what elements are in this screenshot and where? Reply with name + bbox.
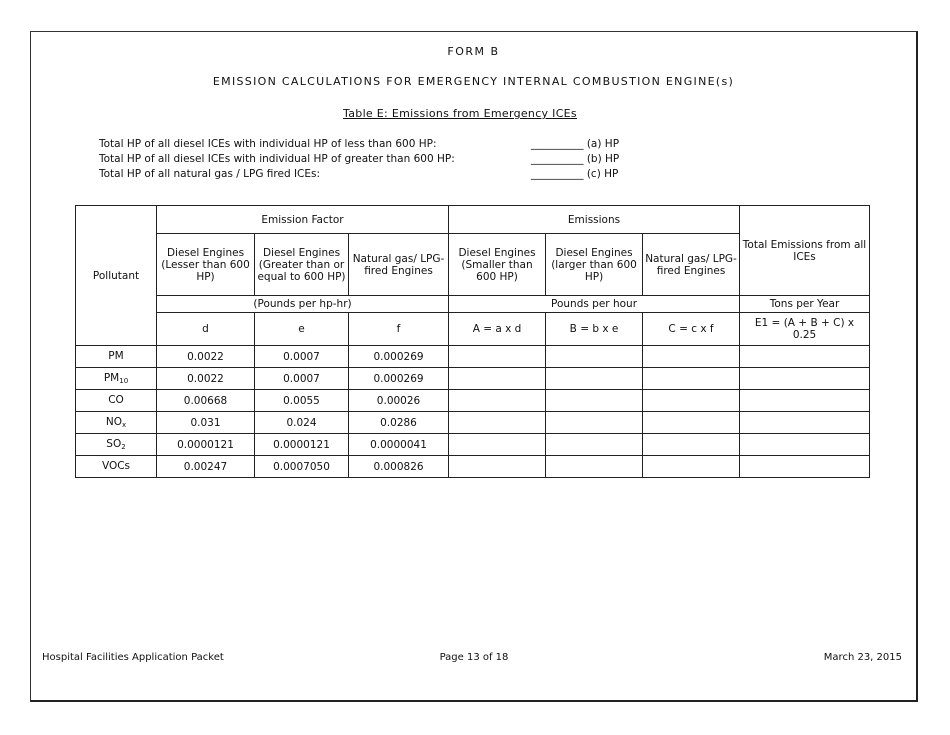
hp-blank-b[interactable]: __________ (b) HP: [531, 153, 620, 165]
factor-f-cell: 0.000269: [349, 368, 449, 390]
table-caption: Table E: Emissions from Emergency ICEs: [343, 107, 577, 120]
col-e1-header: E1 = (A + B + C) x 0.25: [740, 313, 870, 346]
ef-diesel-large-header: Diesel Engines (Greater than or equal to 600 HP): [255, 234, 349, 296]
hp-line-diesel-small: [99, 137, 659, 152]
col-f-header: f: [349, 313, 449, 346]
emissions-table: [75, 205, 870, 478]
emission-c-cell[interactable]: [643, 390, 740, 412]
factor-d-cell: 0.0000121: [157, 434, 255, 456]
table-row: [76, 368, 870, 390]
footer-left: Hospital Facilities Application Packet: [42, 652, 224, 663]
factor-d-cell: 0.0022: [157, 368, 255, 390]
emission-b-cell[interactable]: [546, 368, 643, 390]
form-subtitle: EMISSION CALCULATIONS FOR EMERGENCY INTERNAL COMBUSTION ENGINE(s): [212, 75, 735, 88]
factor-f-cell: 0.0000041: [349, 434, 449, 456]
pollutant-cell: $NO_x$: [76, 412, 157, 434]
emission-b-cell[interactable]: [546, 390, 643, 412]
factor-f-cell: 0.000826: [349, 456, 449, 478]
total-cell[interactable]: [740, 390, 870, 412]
emission-factor-header: Emission Factor: [157, 206, 449, 234]
pollutant-cell: CO: [76, 390, 157, 412]
ef-diesel-small-header: Diesel Engines (Lesser than 600 HP): [157, 234, 255, 296]
col-e-header: e: [255, 313, 349, 346]
factor-d-cell: 0.00247: [157, 456, 255, 478]
col-a-header: A = a x d: [449, 313, 546, 346]
hp-label: Total HP of all diesel ICEs with individual HP of greater than 600 HP:: [99, 153, 455, 165]
factor-d-cell: 0.0022: [157, 346, 255, 368]
hp-line-natgas: [99, 167, 659, 182]
em-diesel-small-header: Diesel Engines (Smaller than 600 HP): [449, 234, 546, 296]
factor-e-cell: 0.0007: [255, 346, 349, 368]
pollutant-header: Pollutant: [76, 206, 157, 346]
col-d-header: d: [157, 313, 255, 346]
emission-b-cell[interactable]: [546, 434, 643, 456]
factor-d-cell: 0.031: [157, 412, 255, 434]
pollutant-cell: VOCs: [76, 456, 157, 478]
emission-a-cell[interactable]: [449, 412, 546, 434]
total-cell[interactable]: [740, 368, 870, 390]
pollutant-cell: $PM_{10}$: [76, 368, 157, 390]
form-title: FORM B: [447, 45, 500, 58]
emission-b-cell[interactable]: [546, 412, 643, 434]
ef-units-header: (Pounds per hp-hr): [157, 296, 449, 313]
emission-b-cell[interactable]: [546, 456, 643, 478]
table-row: [76, 456, 870, 478]
table-row: [76, 390, 870, 412]
emission-a-cell[interactable]: [449, 390, 546, 412]
hp-blank-a[interactable]: __________ (a) HP: [531, 138, 620, 150]
factor-e-cell: 0.0055: [255, 390, 349, 412]
pollutant-cell: PM: [76, 346, 157, 368]
col-c-header: C = c x f: [643, 313, 740, 346]
table-row: [76, 412, 870, 434]
factor-d-cell: 0.00668: [157, 390, 255, 412]
pollutant-cell: $SO_2$: [76, 434, 157, 456]
factor-f-cell: 0.00026: [349, 390, 449, 412]
em-natgas-header: Natural gas/ LPG-fired Engines: [643, 234, 740, 296]
emission-a-cell[interactable]: [449, 456, 546, 478]
total-cell[interactable]: [740, 412, 870, 434]
emission-a-cell[interactable]: [449, 434, 546, 456]
hp-line-diesel-large: [99, 152, 659, 167]
factor-e-cell: 0.0007: [255, 368, 349, 390]
total-cell[interactable]: [740, 456, 870, 478]
factor-f-cell: 0.0286: [349, 412, 449, 434]
total-units-header: Tons per Year: [740, 296, 870, 313]
factor-f-cell: 0.000269: [349, 346, 449, 368]
footer-page-number: Page 13 of 18: [439, 652, 509, 663]
hp-blank-c[interactable]: __________ (c) HP: [531, 168, 619, 180]
emission-c-cell[interactable]: [643, 412, 740, 434]
table-row: [76, 346, 870, 368]
ef-natgas-header: Natural gas/ LPG-fired Engines: [349, 234, 449, 296]
factor-e-cell: 0.0007050: [255, 456, 349, 478]
emission-c-cell[interactable]: [643, 434, 740, 456]
hp-label: Total HP of all natural gas / LPG fired ICEs:: [99, 168, 321, 180]
emissions-header: Emissions: [449, 206, 740, 234]
hp-label: Total HP of all diesel ICEs with individual HP of less than 600 HP:: [99, 138, 437, 150]
factor-e-cell: 0.0000121: [255, 434, 349, 456]
hp-input-lines: [99, 137, 659, 182]
emission-c-cell[interactable]: [643, 346, 740, 368]
emission-c-cell[interactable]: [643, 456, 740, 478]
total-cell[interactable]: [740, 434, 870, 456]
col-b-header: B = b x e: [546, 313, 643, 346]
total-emissions-header: Total Emissions from all ICEs: [740, 206, 870, 296]
em-diesel-large-header: Diesel Engines (larger than 600 HP): [546, 234, 643, 296]
total-cell[interactable]: [740, 346, 870, 368]
table-row: [76, 434, 870, 456]
factor-e-cell: 0.024: [255, 412, 349, 434]
emission-b-cell[interactable]: [546, 346, 643, 368]
em-units-header: Pounds per hour: [449, 296, 740, 313]
emission-a-cell[interactable]: [449, 346, 546, 368]
emission-a-cell[interactable]: [449, 368, 546, 390]
footer-date: March 23, 2015: [823, 652, 902, 663]
emission-c-cell[interactable]: [643, 368, 740, 390]
